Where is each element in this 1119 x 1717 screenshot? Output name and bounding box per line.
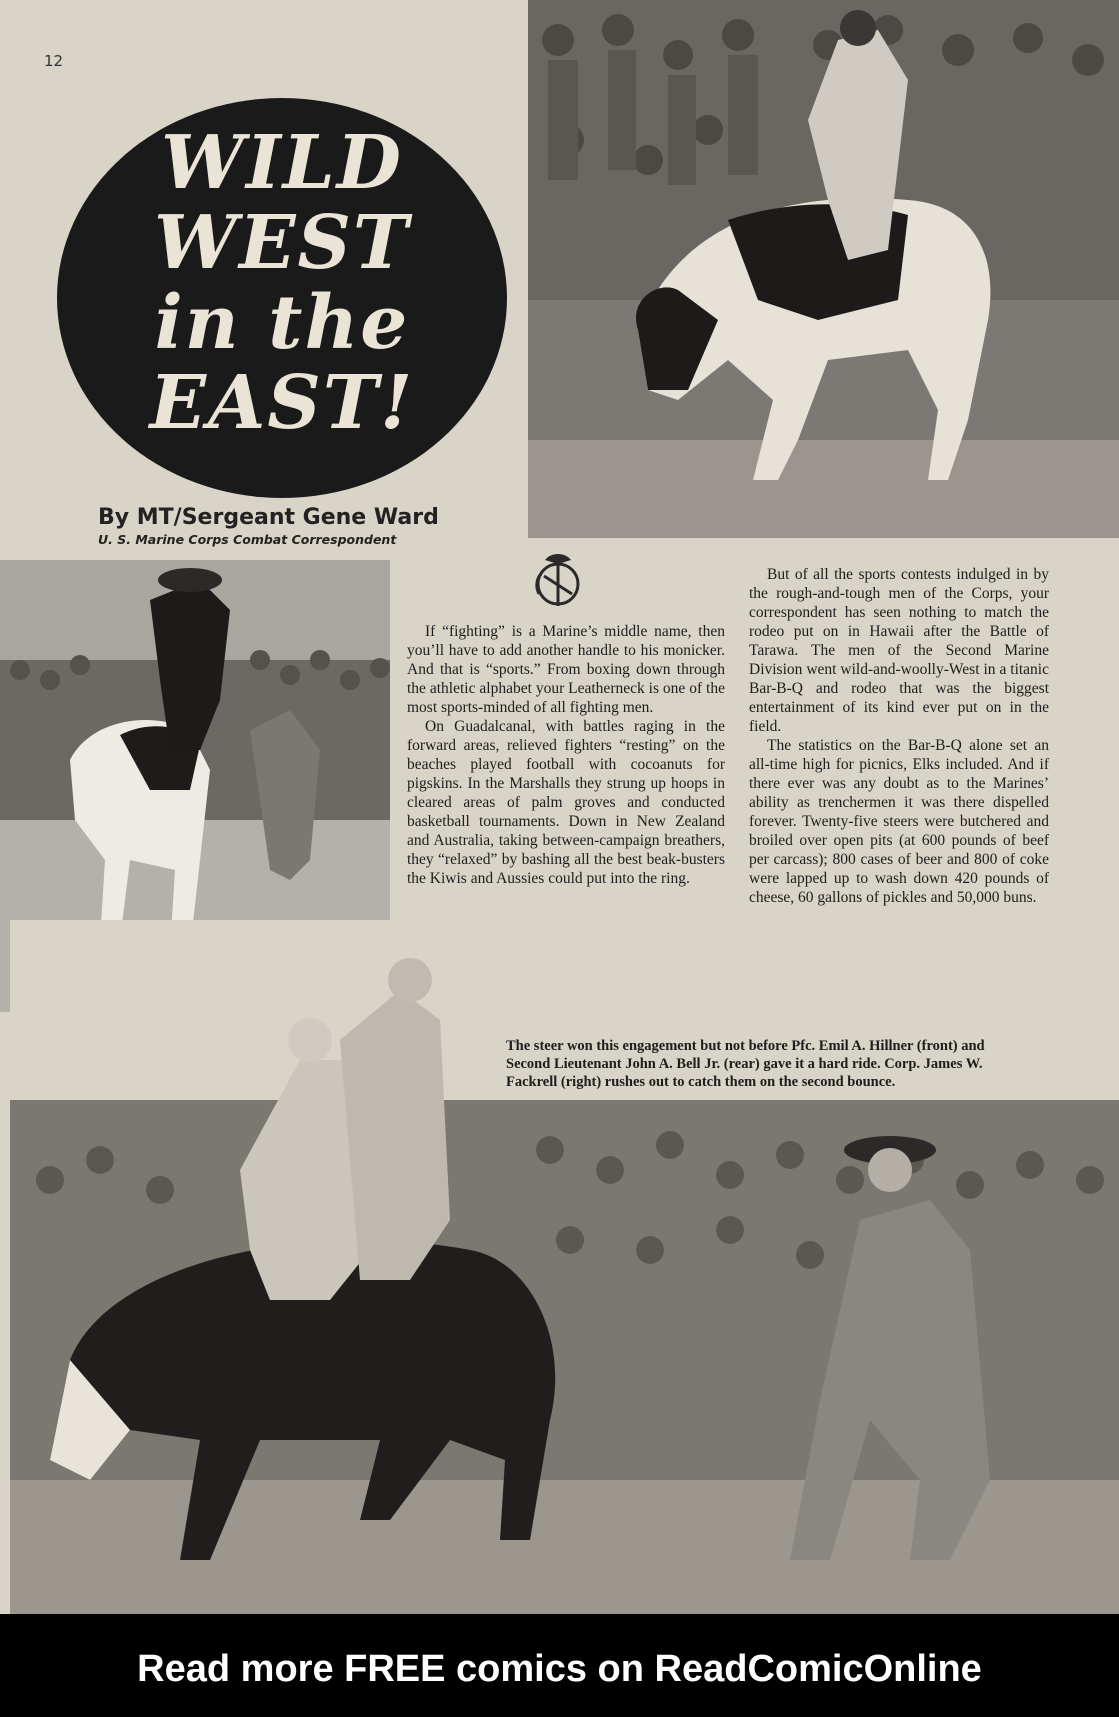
title-line-2: WEST (153, 200, 410, 286)
marine-emblem-icon (527, 550, 589, 612)
byline-author: By MT/Sergeant Gene Ward (98, 505, 439, 530)
footer-link[interactable]: Read more FREE comics on ReadComicOnline (137, 1648, 982, 1690)
article-column-2 (749, 565, 1049, 907)
footer-banner (0, 1614, 1119, 1717)
article-paragraph: But of all the sports contests indulged in by the rough-and-tough men of the Corps, your correspondent has seen nothing to match the rodeo put on in Hawaii after the Battle of Tarawa. The men of the Second Marine Division went wild-and-woolly-West in a titanic Bar-B-Q and rodeo that was the biggest entertainment of its kind ever put on in the field. (749, 566, 1049, 735)
title-line-3: in the (154, 280, 410, 366)
byline-affiliation: U. S. Marine Corps Combat Correspondent (98, 532, 397, 547)
photo-steer-rider-top (528, 0, 1119, 538)
article-column-1 (407, 622, 725, 888)
title-line-1: WILD (161, 120, 403, 206)
page-number: 12 (44, 52, 64, 70)
title-line-4: EAST! (149, 360, 415, 446)
title-badge (57, 98, 507, 498)
article-paragraph: If “fighting” is a Marine’s middle name, then you’ll have to add another handle to his monicker. And that is “sports.” From boxing down through the athletic alphabet your Leatherneck is one of the most sports-minded of all fighting men. (407, 623, 725, 716)
photo-rodeo-crowd-bottom (10, 920, 1119, 1614)
photo-caption: The steer won this engagement but not before Pfc. Emil A. Hillner (front) and Second Lieutenant John A. Bell Jr. (rear) gave it a hard ride. Corp. James W. Fackrell (right) rushes out to catch them on the second bounce. (506, 1038, 985, 1090)
article-paragraph: The statistics on the Bar-B-Q alone set an all-time high for picnics, Elks included. And if there ever was any doubt as to the Marines’ ability as trenchermen it was there dispelled forever. Twenty-five steers were butchered and broiled over open pits (at 600 pounds of beef per carcass); 800 cases of beer and 800 of coke were lapped up to wash down 420 pounds of cheese, 60 gallons of pickles and 50,000 buns. (749, 737, 1049, 906)
article-paragraph: On Guadalcanal, with battles raging in the forward areas, relieved fighters “resting” on the beaches played football with cocoanuts for pigskins. In the Marshalls they strung up hoops in cleared areas of palm groves and conducted basketball tournaments. Down in New Zealand and Australia, taking between-campaign breathers, they “relaxed” by bashing all the best beak-busters the Kiwis and Aussies could put into the ring. (407, 718, 725, 887)
